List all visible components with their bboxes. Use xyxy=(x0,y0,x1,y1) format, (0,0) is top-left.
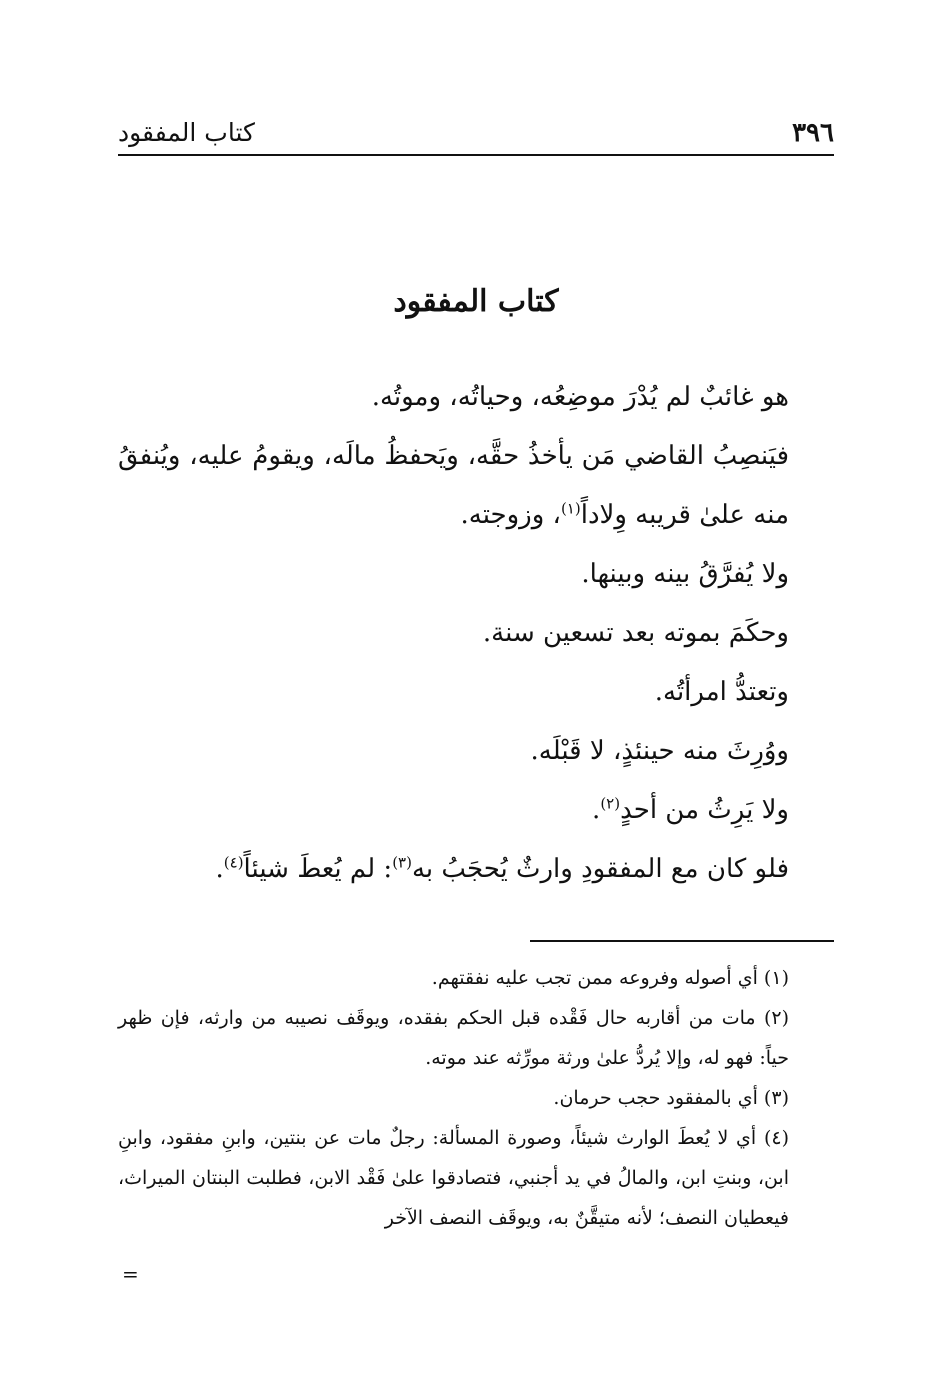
main-paragraph-2 xyxy=(118,427,834,545)
footnote-ref-3: (٣) xyxy=(392,853,412,872)
chapter-title: كتاب المفقود xyxy=(393,284,559,319)
footnote-separator xyxy=(530,940,834,942)
main-text xyxy=(118,368,834,899)
main-paragraph-8-text: فلو كان مع المفقودِ وارثٌ يُحجَبُ به xyxy=(411,854,789,884)
main-paragraph-3: ولا يُفرَّقُ بينه وبينها. xyxy=(581,559,789,589)
continuation-mark: = xyxy=(122,1262,139,1286)
main-paragraph-8 xyxy=(118,840,834,899)
main-paragraph-8-middle: : لم يُعطَ شيئاً xyxy=(243,854,393,884)
main-paragraph-7 xyxy=(118,781,834,840)
main-paragraph-4: وحكَمَ بموته بعد تسعين سنة. xyxy=(482,618,789,648)
main-paragraph-8-end: . xyxy=(215,854,224,884)
footnote-2: (٢) مات من أقاربه حال فَقْده قبل الحكم بفقده، ويوقَف نصيبه من وارثه، فإن ظهر حياً: فهو له، وإلا يُردُّ علىٰ ورثة مورِّثه عند موته. xyxy=(118,1007,789,1069)
main-paragraph-1: هو غائبٌ لم يُدْرَ موضِعُه، وحياتُه، وموتُه. xyxy=(371,382,789,412)
header-rule xyxy=(118,154,834,156)
main-paragraph-7-end: . xyxy=(592,795,601,825)
footnote-1: (١) أي أصوله وفروعه ممن تجب عليه نفقتهم. xyxy=(431,967,789,989)
main-paragraph-5: وتعتدُّ امرأتُه. xyxy=(654,677,789,707)
page-number: ٣٩٦ xyxy=(792,118,834,148)
footnotes xyxy=(118,958,834,1238)
main-paragraph-6: ووُرِثَ منه حينئذٍ، لا قَبْلَه. xyxy=(530,736,789,766)
main-paragraph-7-text: ولا يَرِثُ من أحدٍ xyxy=(620,795,789,825)
running-header xyxy=(118,112,834,156)
main-paragraph-2-text: فيَنصِبُ القاضي مَن يأخذُ حقَّه، ويَحفظُ مالَه، ويقومُ عليه، ويُنفقُ منه علىٰ قريبه وِلاداً xyxy=(118,441,789,530)
footnote-3: (٣) أي بالمفقود حجب حرمان. xyxy=(553,1087,789,1109)
footnote-ref-1: (١) xyxy=(560,499,581,518)
footnote-4: (٤) أي لا يُعطَ الوارث شيئاً، وصورة المسألة: رجلٌ مات عن بنتين، وابنِ مفقود، وابنِ ابن، وبنتِ ابن، والمالُ في يد أجنبي، فتصادقوا علىٰ فَقْد الابن، فطلبت البنتان الميراث، فيعطيان النصف؛ لأنه متيقَّنٌ به، ويوقَف النصف الآخر xyxy=(118,1127,789,1229)
footnote-ref-2: (٢) xyxy=(600,794,621,813)
running-title: كتاب المفقود xyxy=(118,118,255,147)
footnote-ref-4: (٤) xyxy=(223,853,244,872)
main-paragraph-2-end: ، وزوجته. xyxy=(460,500,561,530)
